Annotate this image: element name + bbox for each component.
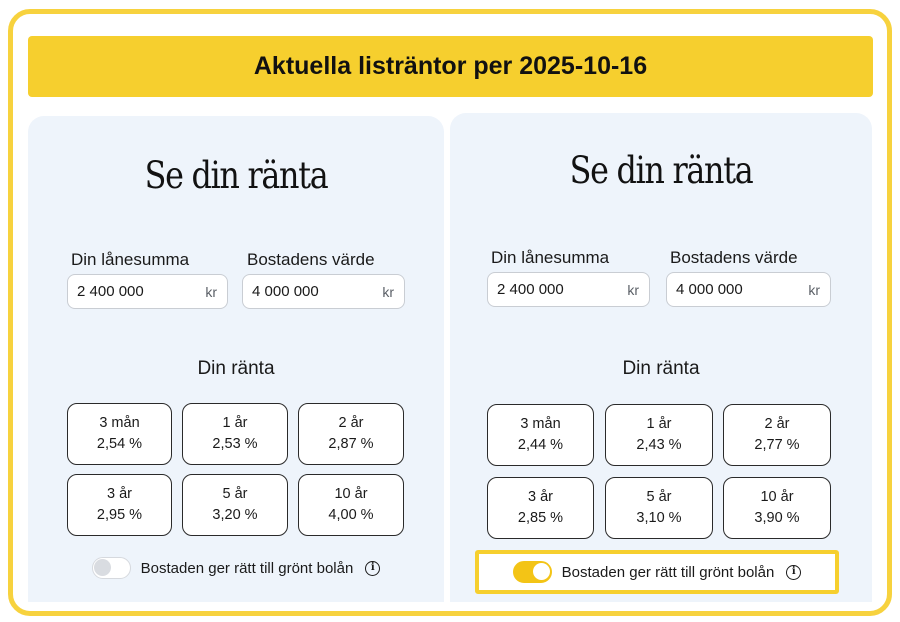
loan-amount-unit: kr <box>205 283 217 300</box>
green-loan-label: Bostaden ger rätt till grönt bolån <box>140 559 354 577</box>
rate-value: 2,44 % <box>517 437 564 453</box>
rate-panel-green <box>450 113 872 602</box>
loan-amount-unit: kr <box>627 281 639 298</box>
rate-option-1ar[interactable] <box>182 403 288 465</box>
panel-heading: Se din ränta <box>569 149 753 192</box>
banner-title: Aktuella listräntor per 2025-10-16 <box>28 36 873 97</box>
rate-term: 3 år <box>528 489 553 505</box>
rate-value: 2,53 % <box>212 436 258 452</box>
rate-term: 3 mån <box>520 416 561 432</box>
rate-term: 10 år <box>760 489 794 505</box>
rate-option-3ar[interactable] <box>487 477 594 539</box>
loan-amount-field[interactable] <box>67 274 228 309</box>
home-value-field[interactable] <box>666 272 831 307</box>
home-value-label: Bostadens värde <box>247 250 375 269</box>
rate-term: 2 år <box>764 416 790 432</box>
rate-option-1ar[interactable] <box>605 404 713 466</box>
rate-option-2ar[interactable] <box>298 403 404 465</box>
loan-amount-field[interactable] <box>487 272 650 307</box>
rate-term: 1 år <box>646 416 672 432</box>
rate-option-3ar[interactable] <box>67 474 172 536</box>
rate-option-2ar[interactable] <box>723 404 831 466</box>
rate-option-10ar[interactable] <box>298 474 404 536</box>
rate-value: 2,95 % <box>96 507 143 523</box>
rate-value: 2,77 % <box>754 437 800 453</box>
rate-term: 2 år <box>338 415 364 431</box>
loan-amount-value: 2 400 000 <box>77 283 144 300</box>
toggle-knob <box>533 563 550 580</box>
green-loan-row <box>28 556 444 580</box>
loan-amount-label: Din lånesumma <box>491 248 610 267</box>
home-value-label: Bostadens värde <box>670 248 798 267</box>
rate-title: Din ränta <box>197 358 275 379</box>
rate-value: 2,54 % <box>96 436 143 452</box>
rate-option-3man[interactable] <box>487 404 594 466</box>
rate-term: 1 år <box>222 415 248 431</box>
rate-title: Din ränta <box>622 358 700 379</box>
loan-amount-value: 2 400 000 <box>497 281 564 298</box>
rate-value: 3,90 % <box>754 510 800 526</box>
rate-term: 3 år <box>107 486 132 502</box>
toggle-knob <box>94 559 111 576</box>
loan-amount-label: Din lånesumma <box>71 250 190 269</box>
rate-term: 5 år <box>222 486 248 502</box>
rate-option-3man[interactable] <box>67 403 172 465</box>
home-value-unit: kr <box>382 283 394 300</box>
home-value-value: 4 000 000 <box>676 281 743 298</box>
rate-value: 2,43 % <box>636 437 682 453</box>
rate-value: 3,10 % <box>636 510 682 526</box>
rate-term: 10 år <box>334 486 368 502</box>
home-value-field[interactable] <box>242 274 405 309</box>
home-value-value: 4 000 000 <box>252 283 319 300</box>
rate-option-10ar[interactable] <box>723 477 831 539</box>
rate-value: 4,00 % <box>328 507 374 523</box>
panel-heading: Se din ränta <box>144 154 328 197</box>
rate-option-5ar[interactable] <box>182 474 288 536</box>
green-loan-label: Bostaden ger rätt till grönt bolån <box>561 563 775 581</box>
info-icon[interactable]: i <box>786 565 801 580</box>
info-icon[interactable]: i <box>365 561 380 576</box>
rate-term: 3 mån <box>99 415 140 431</box>
rate-value: 2,87 % <box>328 436 374 452</box>
rate-value: 3,20 % <box>212 507 258 523</box>
rate-panel-standard <box>28 116 444 602</box>
rate-term: 5 år <box>646 489 672 505</box>
green-loan-row <box>479 559 835 585</box>
rate-value: 2,85 % <box>517 510 564 526</box>
green-loan-toggle[interactable] <box>513 561 552 583</box>
home-value-unit: kr <box>808 281 820 298</box>
rate-option-5ar[interactable] <box>605 477 713 539</box>
green-loan-toggle[interactable] <box>92 557 131 579</box>
